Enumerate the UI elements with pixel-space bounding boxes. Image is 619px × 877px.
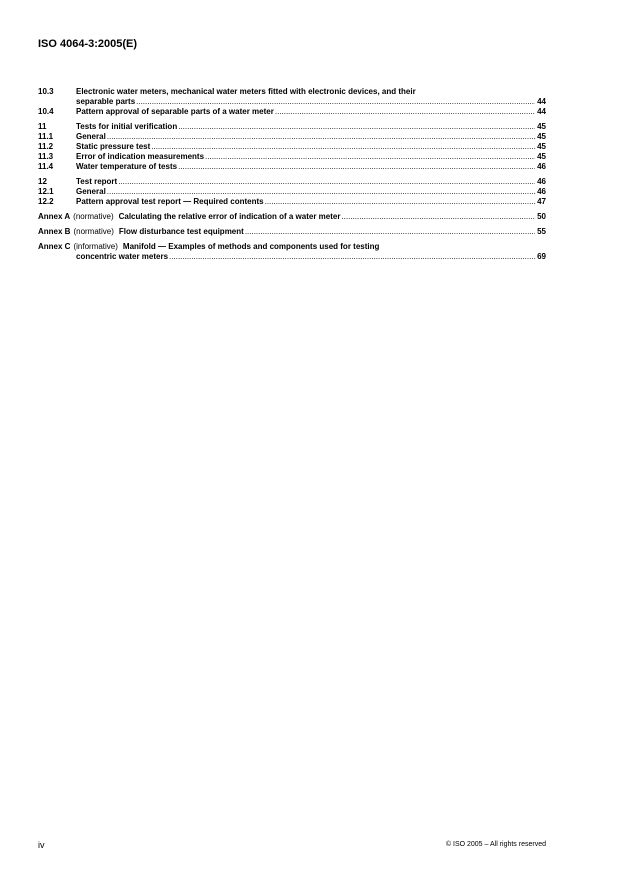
page-number-roman: iv <box>38 840 45 850</box>
toc-entry-12[interactable] <box>38 177 546 187</box>
toc-page-number: 44 <box>537 107 546 116</box>
annex-kind: (normative) <box>73 212 114 221</box>
annex-label: Annex C <box>38 242 71 251</box>
copyright-notice: © ISO 2005 – All rights reserved <box>445 841 546 848</box>
leader-dots <box>151 142 535 152</box>
toc-title: General <box>76 132 106 141</box>
toc-page-number: 45 <box>537 132 546 141</box>
toc-page-number: 45 <box>537 122 546 131</box>
toc-title-line2: separable parts <box>76 97 136 106</box>
toc-page-number: 47 <box>537 197 546 206</box>
toc-page-number: 50 <box>537 212 546 221</box>
toc-entry-12-1[interactable] <box>38 187 546 197</box>
toc-number: 12.2 <box>38 197 54 206</box>
toc-page-number: 46 <box>537 162 546 171</box>
leader-dots <box>178 162 535 172</box>
leader-dots <box>245 227 535 237</box>
toc-entry-12-2[interactable] <box>38 197 546 207</box>
annex-kind: (normative) <box>73 227 114 236</box>
table-of-contents <box>38 87 546 262</box>
toc-number: 11.3 <box>38 152 54 161</box>
document-header: ISO 4064-3:2005(E) <box>38 38 138 50</box>
toc-title: General <box>76 187 106 196</box>
toc-entry-annex-a[interactable] <box>38 212 546 222</box>
toc-entry-11-3[interactable] <box>38 152 546 162</box>
toc-title-line1: Manifold — Examples of methods and components used for testing <box>122 242 380 251</box>
toc-entry-annex-c[interactable] <box>38 242 546 262</box>
toc-number: 11.1 <box>38 132 54 141</box>
toc-number: 11.4 <box>38 162 54 171</box>
toc-title: Error of indication measurements <box>76 152 205 161</box>
toc-number: 10.4 <box>38 107 54 116</box>
toc-number: 11.2 <box>38 142 54 151</box>
leader-dots <box>107 187 535 197</box>
toc-title: Pattern approval of separable parts of a water meter <box>76 107 274 116</box>
toc-title: Static pressure test <box>76 142 151 151</box>
toc-page-number: 44 <box>537 97 546 106</box>
annex-kind: (informative) <box>73 242 118 251</box>
toc-page-number: 69 <box>537 252 546 261</box>
toc-page-number: 45 <box>537 142 546 151</box>
toc-entry-10-3[interactable] <box>38 87 546 107</box>
toc-title: Water temperature of tests <box>76 162 178 171</box>
annex-label: Annex B <box>38 227 71 236</box>
toc-title-line2: concentric water meters <box>76 252 169 261</box>
toc-entry-11-4[interactable] <box>38 162 546 172</box>
leader-dots <box>341 212 535 222</box>
toc-title: Calculating the relative error of indication of a water meter <box>118 212 341 221</box>
toc-page-number: 55 <box>537 227 546 236</box>
annex-label: Annex A <box>38 212 71 221</box>
toc-entry-annex-b[interactable] <box>38 227 546 237</box>
leader-dots <box>169 252 535 262</box>
toc-entry-10-4[interactable] <box>38 107 546 117</box>
toc-entry-11-1[interactable] <box>38 132 546 142</box>
toc-entry-11[interactable] <box>38 122 546 132</box>
leader-dots <box>205 152 535 162</box>
leader-dots <box>136 97 535 107</box>
toc-entry-11-2[interactable] <box>38 142 546 152</box>
toc-number: 12 <box>38 177 47 186</box>
toc-number: 11 <box>38 122 47 131</box>
toc-page-number: 46 <box>537 177 546 186</box>
leader-dots <box>118 177 535 187</box>
leader-dots <box>107 132 535 142</box>
toc-page-number: 46 <box>537 187 546 196</box>
toc-number: 12.1 <box>38 187 54 196</box>
toc-title: Test report <box>76 177 118 186</box>
leader-dots <box>265 197 535 207</box>
toc-title-line1: Electronic water meters, mechanical water meters fitted with electronic devices, and their <box>76 87 416 96</box>
leader-dots <box>178 122 535 132</box>
toc-number: 10.3 <box>38 87 54 96</box>
toc-title: Tests for initial verification <box>76 122 178 131</box>
leader-dots <box>275 107 535 117</box>
toc-page-number: 45 <box>537 152 546 161</box>
toc-title: Pattern approval test report — Required contents <box>76 197 264 206</box>
toc-title: Flow disturbance test equipment <box>118 227 244 236</box>
